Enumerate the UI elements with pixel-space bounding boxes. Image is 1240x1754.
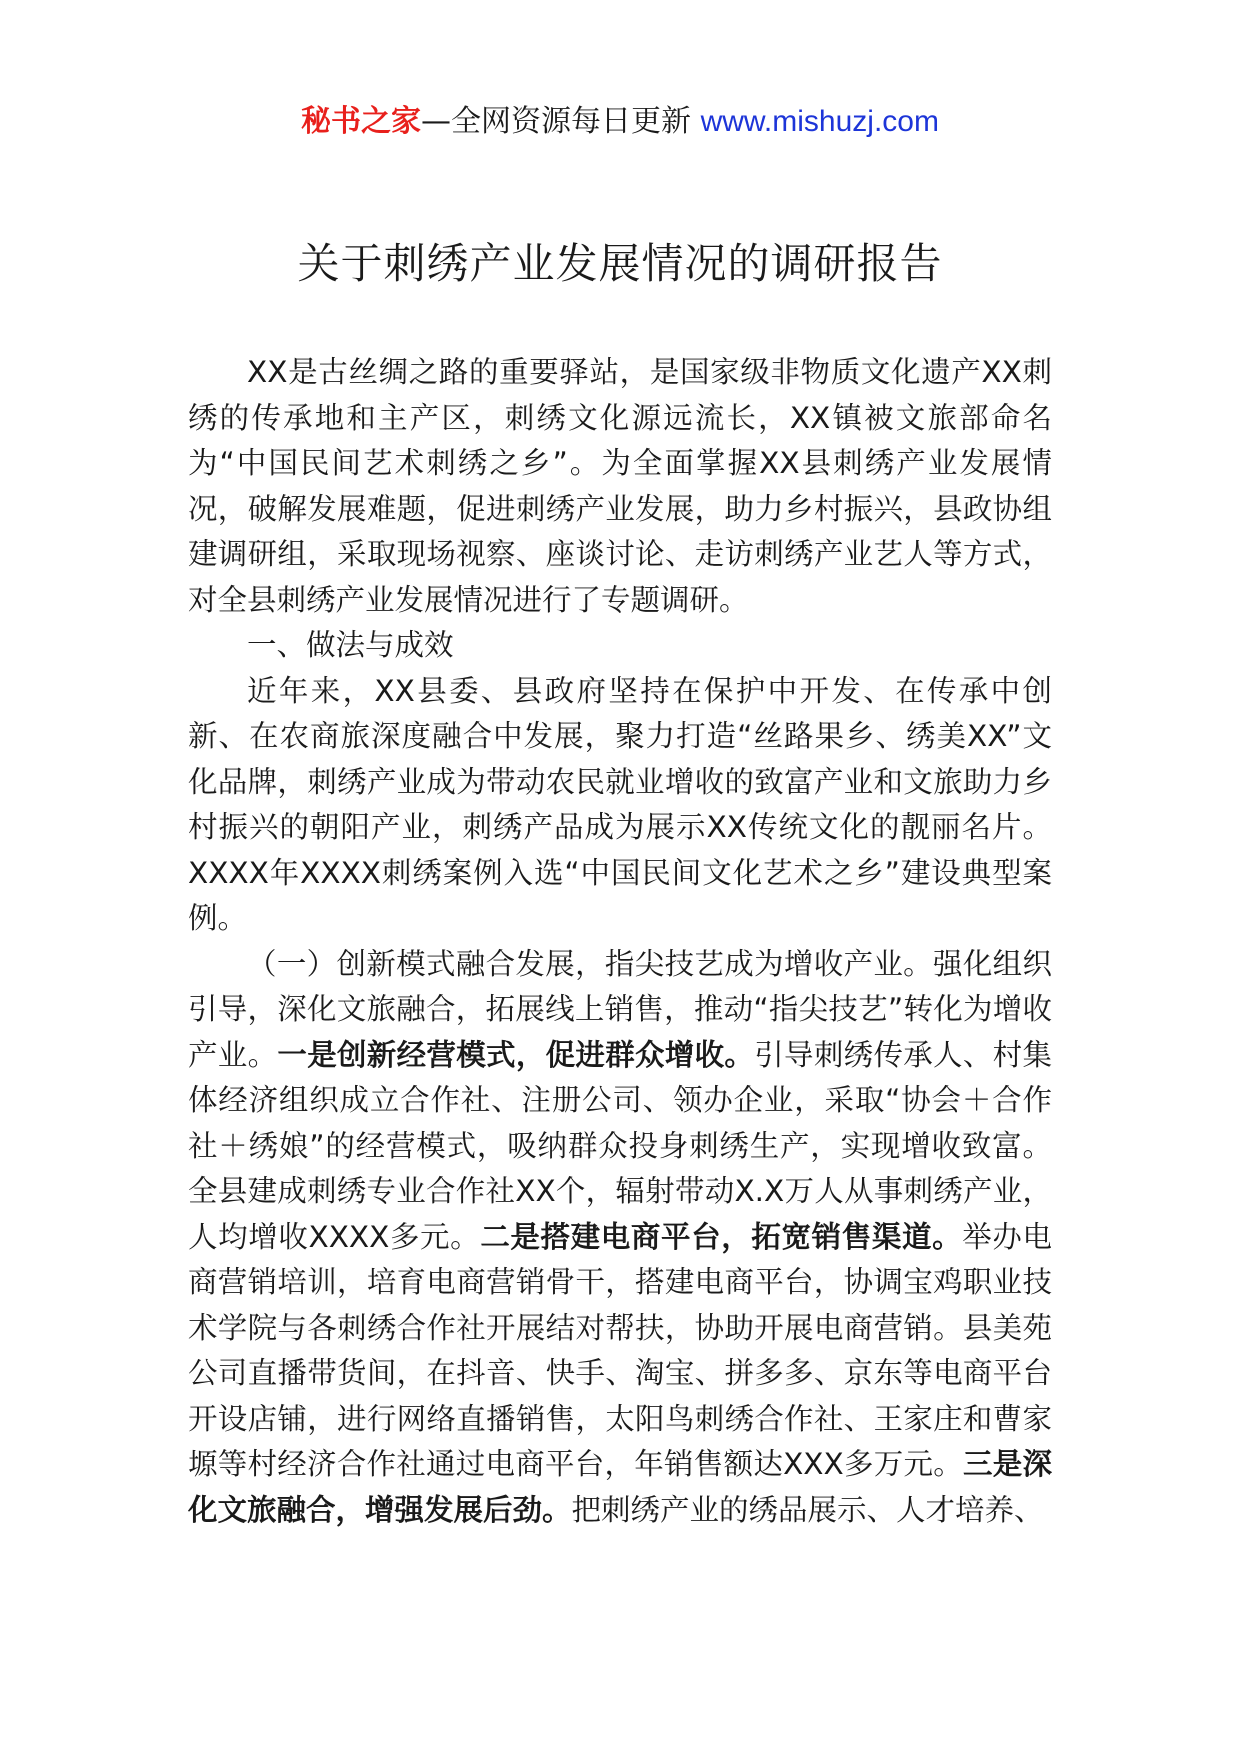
point-two-heading: 二是搭建电商平台，拓宽销售渠道。 — [480, 1219, 963, 1254]
document-body — [188, 350, 1052, 1533]
site-url-link[interactable]: www.mishuzj.com — [700, 105, 939, 138]
point-three-heading: 三是深化文旅融合，增强发展后劲。 — [188, 1447, 1052, 1527]
point-one-text: 引导刺绣传承人、村集体经济组织成立合作社、注册公司、领办企业，采取“协会＋合作社＋绣娘”的经营模式，吸纳群众投身刺绣生产，实现增收致富。全县建成刺绣专业合作社XX个，辐射带动X.X万人从事刺绣产业，人均增收XXXX多元。 — [188, 1037, 1052, 1254]
section-heading: 一、做法与成效 — [247, 628, 454, 662]
site-tagline: —全网资源每日更新 — [421, 104, 701, 139]
achievements-paragraph: 近年来，XX县委、县政府坚持在保护中开发、在传承中创新、在农商旅深度融合中发展，聚力打造“丝路果乡、绣美XX”文化品牌，刺绣产业成为带动农民就业增收的致富产业和文旅助力乡村振兴的朝阳产业，刺绣产品成为展示XX传统文化的靓丽名片。XXXX年XXXX刺绣案例入选“中国民间文化艺术之乡”建设典型案例。 — [188, 673, 1052, 935]
intro-paragraph: XX是古丝绸之路的重要驿站，是国家级非物质文化遗产XX刺绣的传承地和主产区，刺绣文化源远流长，XX镇被文旅部命名为“中国民间艺术刺绣之乡”。为全面掌握XX县刺绣产业发展情况，破解发展难题，促进刺绣产业发展，助力乡村振兴，县政协组建调研组，采取现场视察、座谈讨论、走访刺绣产业艺人等方式，对全县刺绣产业发展情况进行了专题调研。 — [188, 355, 1052, 617]
site-header — [0, 102, 1240, 142]
point-one-heading: 一是创新经营模式，促进群众增收。 — [277, 1037, 755, 1072]
point-three-text: 把刺绣产业的绣品展示、人才培养、 — [571, 1492, 1044, 1527]
subsection-paragraph — [188, 942, 1052, 1534]
document-title: 关于刺绣产业发展情况的调研报告 — [297, 239, 943, 288]
subsection-intro: （一）创新模式融合发展，指尖技艺成为增收产业。强化组织引导，深化文旅融合，拓展线上销售，推动“指尖技艺”转化为增收产业。 — [188, 946, 1052, 1072]
point-two-text: 举办电商营销培训，培育电商营销骨干，搭建电商平台，协调宝鸡职业技术学院与各刺绣合作社开展结对帮扶，协助开展电商营销。县美苑公司直播带货间，在抖音、快手、淘宝、拼多多、京东等电商平台开设店铺，进行网络直播销售，太阳鸟刺绣合作社、王家庄和曹家塬等村经济合作社通过电商平台，年销售额达XXX多万元。 — [188, 1219, 1052, 1481]
site-brand: 秘书之家 — [301, 104, 422, 139]
